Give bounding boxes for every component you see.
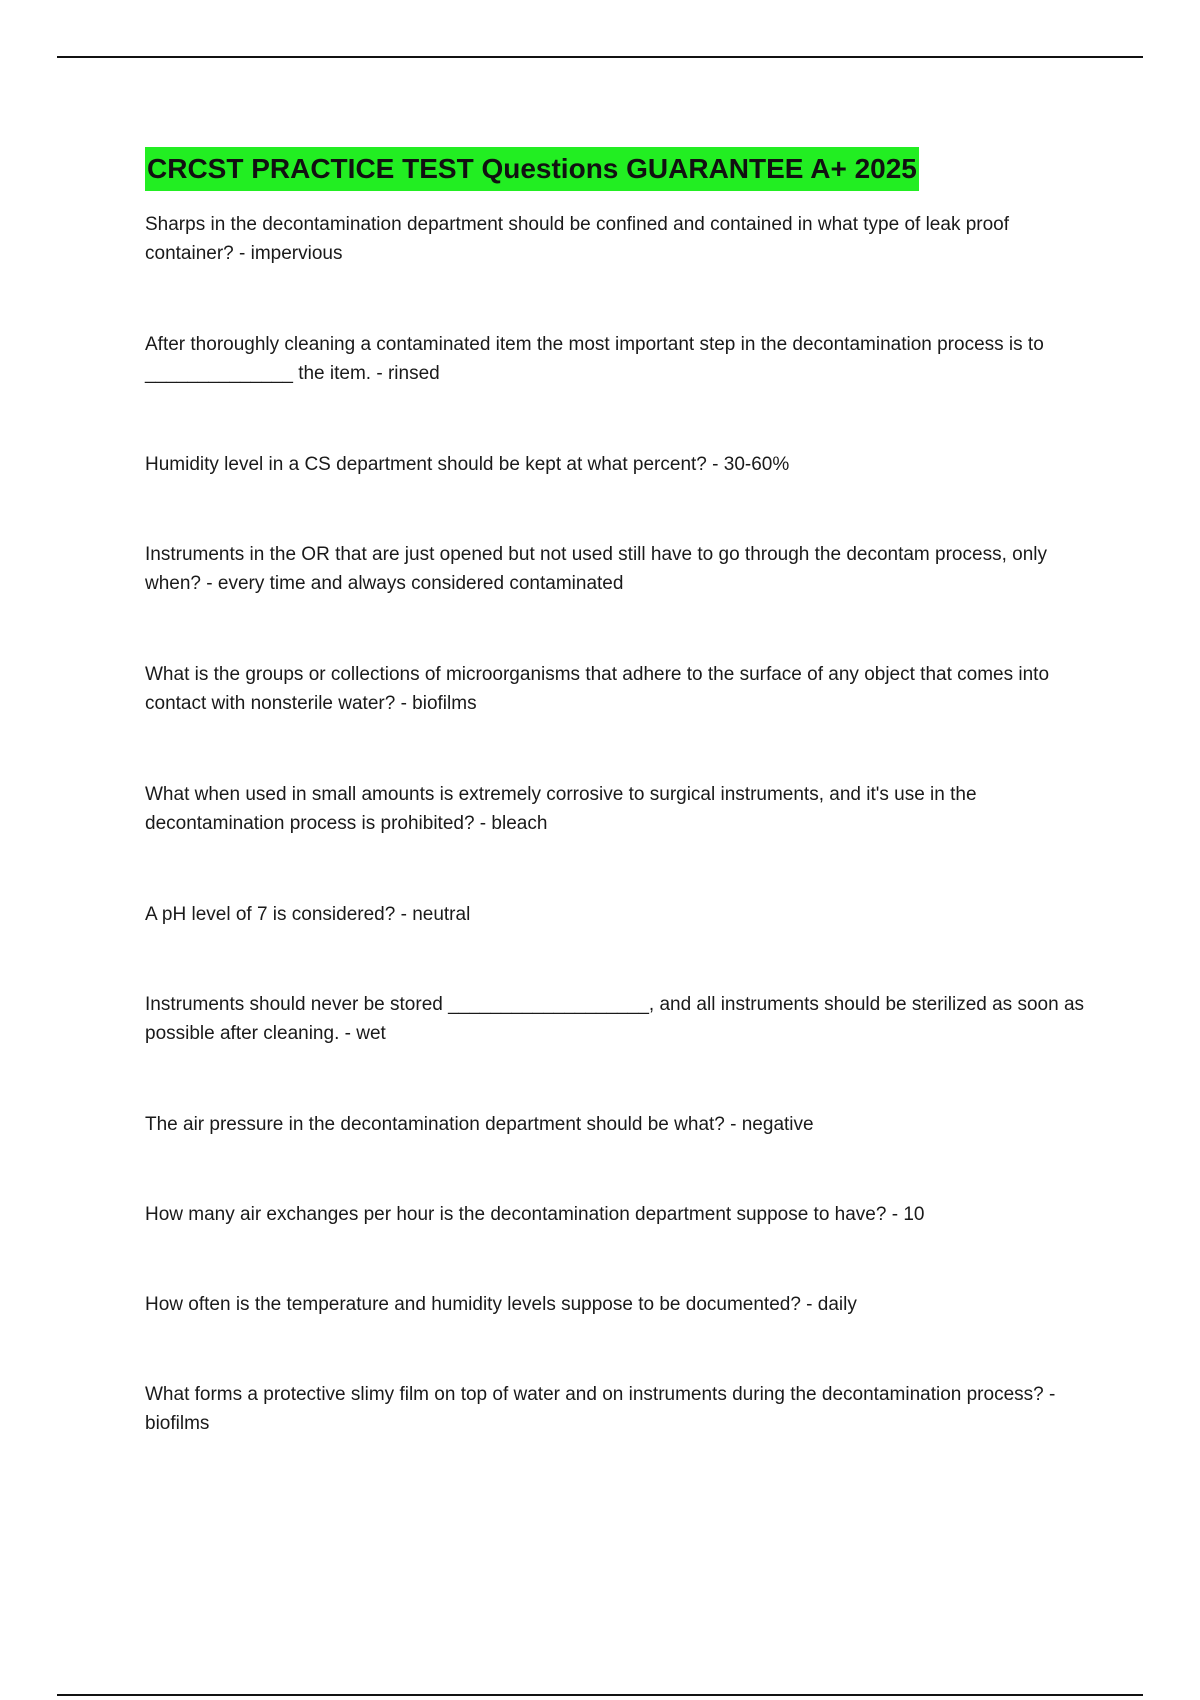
question-item: Instruments in the OR that are just opened but not used still have to go through the decontam process, only when? - every time and always considered contaminated <box>145 544 1047 594</box>
question-item: What when used in small amounts is extremely corrosive to surgical instruments, and it's use in the decontamination process is prohibited? - bleach <box>145 784 977 834</box>
question-item: How many air exchanges per hour is the decontamination department suppose to have? - 10 <box>145 1204 925 1225</box>
document-title: CRCST PRACTICE TEST Questions GUARANTEE A+ 2025 <box>145 147 919 191</box>
question-item: A pH level of 7 is considered? - neutral <box>145 904 471 925</box>
question-item: Humidity level in a CS department should be kept at what percent? - 30-60% <box>145 454 790 475</box>
question-item: What forms a protective slimy film on top of water and on instruments during the decontamination process? - biofilms <box>145 1384 1056 1434</box>
question-item: How often is the temperature and humidity levels suppose to be documented? - daily <box>145 1294 857 1315</box>
question-item: What is the groups or collections of microorganisms that adhere to the surface of any object that comes into contact with nonsterile water? - biofilms <box>145 664 1050 714</box>
footer-rule <box>57 1694 1143 1696</box>
question-item: The air pressure in the decontamination department should be what? - negative <box>145 1114 814 1135</box>
question-item: Instruments should never be stored ___________________, and all instruments should be sterilized as soon as possible after cleaning. - wet <box>145 994 1085 1044</box>
question-item: Sharps in the decontamination department should be confined and contained in what type of leak proof container? - impervious <box>145 214 1010 264</box>
question-list <box>145 210 1085 1500</box>
question-item: After thoroughly cleaning a contaminated item the most important step in the decontamination process is to ______________ the item. - rinsed <box>145 334 1044 384</box>
header-rule <box>57 56 1143 58</box>
